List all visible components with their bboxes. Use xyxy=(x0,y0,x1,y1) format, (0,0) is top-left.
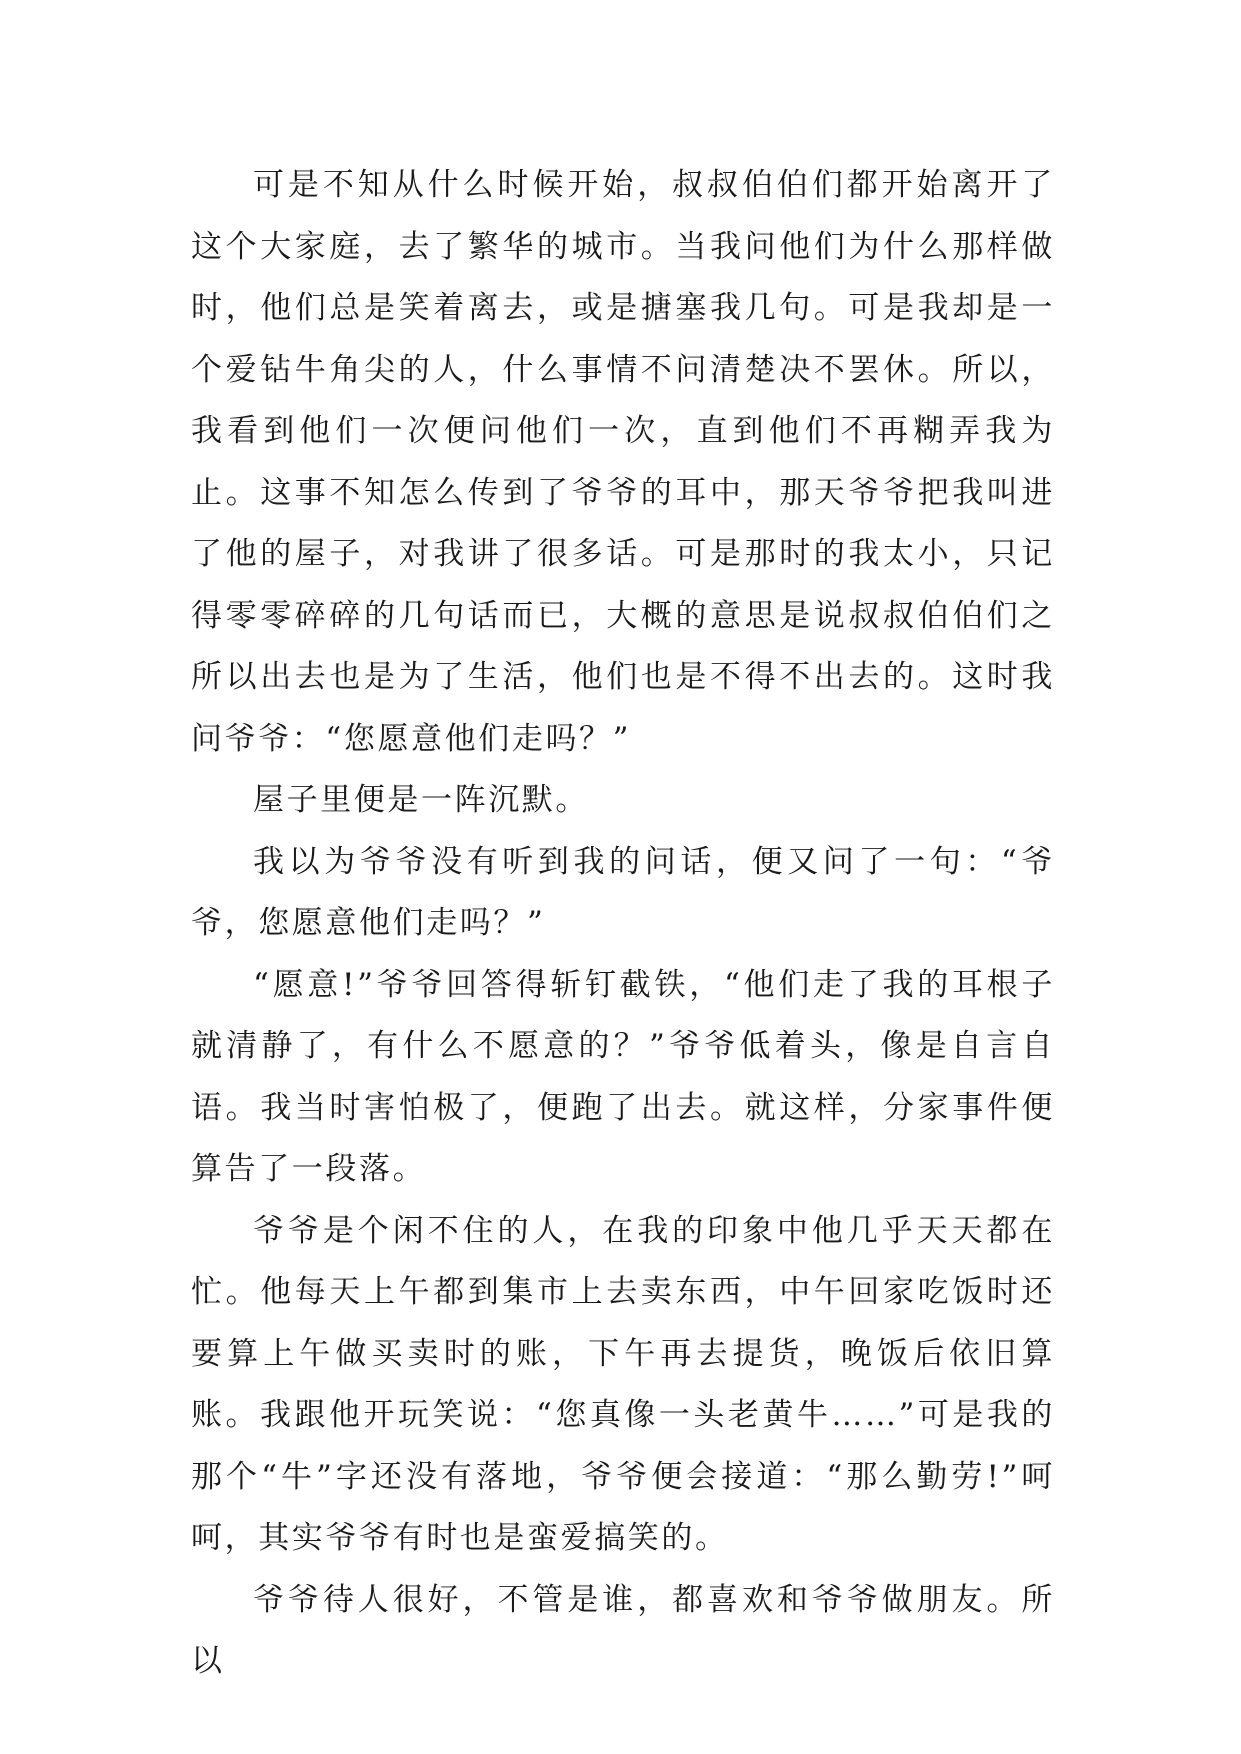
body-text xyxy=(191,155,1055,1693)
paragraph-5: 爷爷是个闲不住的人，在我的印象中他几乎天天都在忙。他每天上午都到集市上去卖东西，中午回家吃饭时还要算上午做买卖时的账，下午再去提货，晚饭后依旧算账。我跟他开玩笑说：“您真像一头老黄牛……”可是我的那个“牛”字还没有落地，爷爷便会接道：“那么勤劳!”呵呵，其实爷爷有时也是蛮爱搞笑的。 xyxy=(191,1212,1055,1556)
paragraph-3: 我以为爷爷没有听到我的问话，便又问了一句：“爷爷，您愿意他们走吗？” xyxy=(191,843,1055,941)
paragraph-1: 可是不知从什么时候开始，叔叔伯伯们都开始离开了这个大家庭，去了繁华的城市。当我问他们为什么那样做时，他们总是笑着离去，或是搪塞我几句。可是我却是一个爱钻牛角尖的人，什么事情不问清楚决不罢休。所以，我看到他们一次便问他们一次，直到他们不再糊弄我为止。这事不知怎么传到了爷爷的耳中，那天爷爷把我叫进了他的屋子，对我讲了很多话。可是那时的我太小，只记得零零碎碎的几句话而已，大概的意思是说叔叔伯伯们之所以出去也是为了生活，他们也是不得不出去的。这时我问爷爷：“您愿意他们走吗？” xyxy=(191,167,1055,757)
paragraph-2: 屋子里便是一阵沉默。 xyxy=(253,782,589,818)
paragraph-4: “愿意!”爷爷回答得斩钉截铁，“他们走了我的耳根子就清静了，有什么不愿意的？”爷爷低着头，像是自言自语。我当时害怕极了，便跑了出去。就这样，分家事件便算告了一段落。 xyxy=(191,966,1055,1187)
paragraph-6: 爷爷待人很好，不管是谁，都喜欢和爷爷做朋友。所以 xyxy=(191,1581,1055,1679)
